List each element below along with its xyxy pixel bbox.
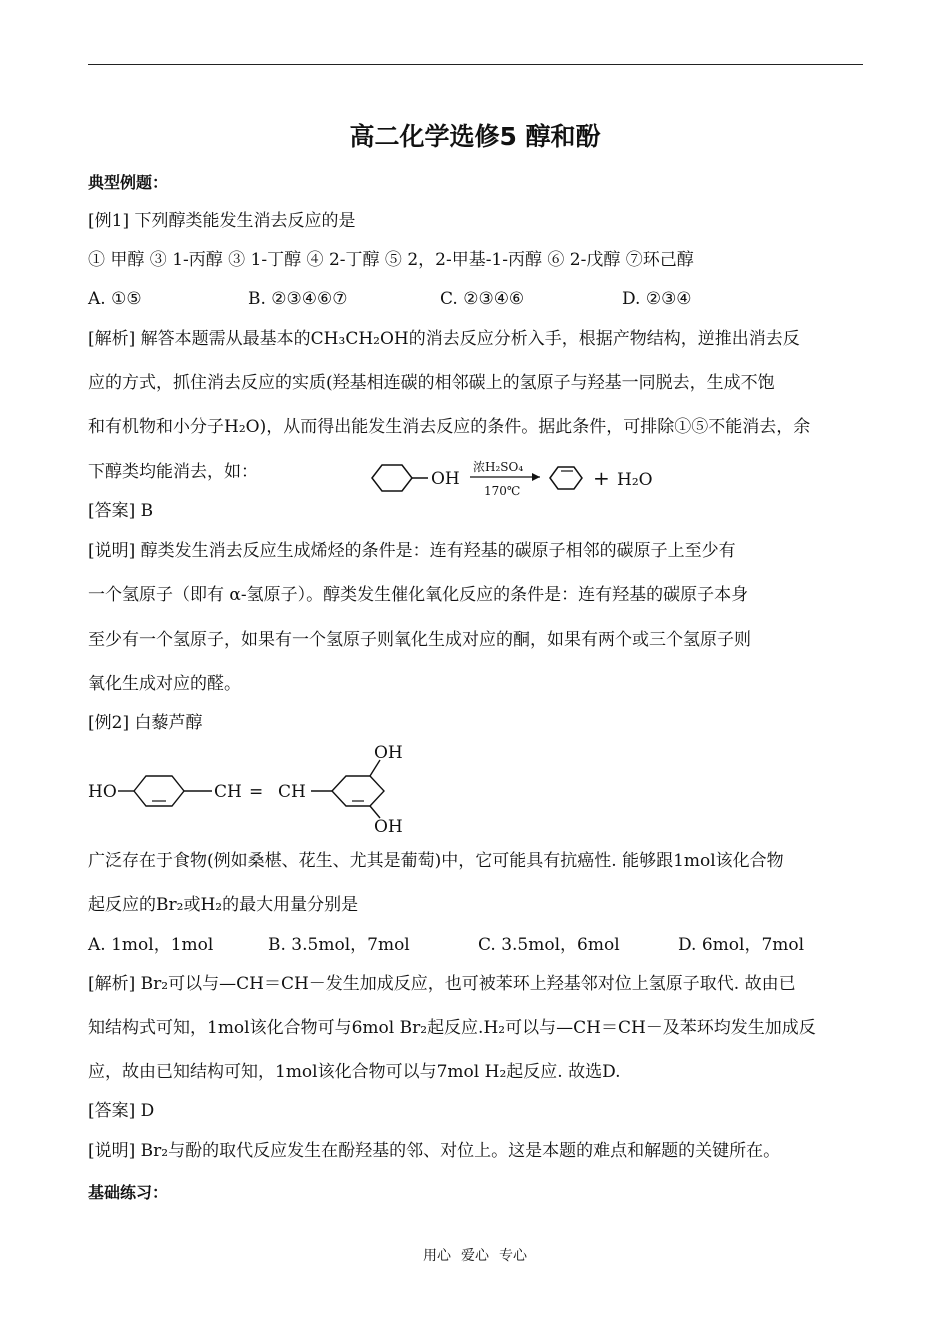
- formula-h2: H₂: [483, 1018, 506, 1038]
- analysis-text: )，从而得出能发生消去反应的条件。据此条件，可排除①⑤不能消去，余: [259, 417, 811, 437]
- text: [说明]: [88, 1141, 136, 1161]
- plus-sign: +: [593, 466, 610, 490]
- example2-answer: [答案] D: [88, 1101, 155, 1121]
- cyclohexane-ring: [372, 465, 412, 491]
- analysis-text: 和有机物和小分子: [88, 417, 224, 437]
- text: 或: [183, 895, 201, 915]
- example1-items: ① 甲醇 ③ 1-丙醇 ③ 1-丁醇 ④ 2-丁醇 ⑤ 2，2-甲基-1-丙醇 ⑥ 2-戊醇 ⑦环己醇: [88, 250, 694, 270]
- example2-question: [例2] 白藜芦醇: [88, 713, 203, 733]
- example1-option-b: B. ②③④⑥⑦: [248, 289, 348, 309]
- resveratrol-structure: [86, 740, 426, 840]
- text: 与酚的取代反应发生在酚羟基的邻、对位上。这是本题的难点和解题的关键所在。: [168, 1141, 781, 1161]
- analysis-text: [解析] 解答本题需从最基本的: [88, 329, 311, 349]
- condition-acid: 浓H₂SO₄: [473, 460, 524, 474]
- formula-ch3ch2oh: CH₃CH₂OH: [310, 329, 409, 349]
- water-label: H₂O: [617, 470, 653, 490]
- page-footer: [0, 1247, 950, 1265]
- formula-br2: Br₂: [140, 974, 169, 994]
- text: 可以与—CH＝CH－及苯环均发生加成反: [505, 1018, 816, 1038]
- example2-text-line2: [88, 894, 358, 916]
- condition-temperature: 170℃: [484, 484, 521, 498]
- example1-analysis-line4: 下醇类均能消去，如：: [88, 462, 258, 482]
- example1-option-d: D. ②③④: [622, 289, 692, 309]
- formula-h2: H₂: [200, 895, 223, 915]
- example2-note: [88, 1140, 780, 1162]
- footer-text: 爱心: [461, 1248, 489, 1264]
- example2-option-c: C. 3.5mol，6mol: [478, 935, 620, 955]
- section-heading-typical: 典型例题：: [88, 173, 169, 192]
- text: 可以与—CH＝CH－发生加成反应，也可被苯环上羟基邻对位上氢原子取代. 故由已: [168, 974, 796, 994]
- text: 应，故由已知结构可知，1mol该化合物可以与7mol: [88, 1062, 480, 1082]
- text: [解析]: [88, 974, 136, 994]
- example1-note-line2: 一个氢原子（即有 α-氢原子）。醇类发生催化氧化反应的条件是：连有羟基的碳原子本身: [88, 585, 749, 605]
- formula-h2o: H₂O: [224, 417, 260, 437]
- text: 的最大用量分别是: [222, 895, 359, 915]
- example1-analysis-line2: 应的方式，抓住消去反应的实质(羟基相连碳的相邻碳上的氢原子与羟基一同脱去，生成不饱: [88, 373, 775, 393]
- analysis-text: 的消去反应分析入手，根据产物结构，逆推出消去反: [408, 329, 800, 349]
- example1-analysis-line3: [88, 416, 810, 438]
- example2-option-a: A. 1mol，1mol: [88, 935, 214, 955]
- formula-br2: Br₂: [399, 1018, 428, 1038]
- example2-option-b: B. 3.5mol，7mol: [268, 935, 410, 955]
- example2-analysis-line2: [88, 1017, 816, 1039]
- top-hydroxyl-label: OH: [374, 743, 403, 763]
- text: 起反应的: [88, 895, 156, 915]
- example1-note-line4: 氧化生成对应的醛。: [88, 674, 241, 694]
- example1-analysis-line1: [88, 328, 800, 350]
- hydroxyl-label: OH: [431, 469, 460, 489]
- cyclohexene-ring: [550, 467, 582, 489]
- bridge-ch-right: CH: [278, 782, 306, 802]
- example2-analysis-line3: [88, 1061, 621, 1083]
- cyclohexanol-dehydration-reaction: [360, 452, 670, 502]
- footer-text: 专心: [499, 1248, 527, 1264]
- example1-option-c: C. ②③④⑥: [440, 289, 525, 309]
- bottom-hydroxyl-label: OH: [374, 817, 403, 837]
- left-hydroxyl-label: HO: [88, 782, 117, 802]
- header-rule: [88, 64, 863, 65]
- example1-option-a: A. ①⑤: [88, 289, 142, 309]
- example1-note-line1: [说明] 醇类发生消去反应生成烯烃的条件是：连有羟基的碳原子相邻的碳原子上至少有: [88, 541, 736, 561]
- footer-text: 用心: [423, 1248, 451, 1264]
- text: 起反应.: [427, 1018, 484, 1038]
- section-heading-basic: 基础练习：: [88, 1183, 169, 1202]
- example2-text-line1: 广泛存在于食物(例如桑椹、花生、尤其是葡萄)中，它可能具有抗癌性. 能够跟1mol该化合物: [88, 851, 784, 871]
- page-title: 高二化学选修5 醇和酚: [349, 122, 601, 151]
- text: 知结构式可知，1mol该化合物可与6mol: [88, 1018, 395, 1038]
- example1-question: [例1] 下列醇类能发生消去反应的是: [88, 211, 356, 231]
- formula-br2: Br₂: [156, 895, 184, 915]
- formula-br2: Br₂: [140, 1141, 169, 1161]
- example2-analysis-line1: [88, 973, 796, 995]
- example1-note-line3: 至少有一个氢原子，如果有一个氢原子则氧化生成对应的酮，如果有两个或三个氢原子则: [88, 630, 751, 650]
- example2-option-d: D. 6mol，7mol: [678, 935, 805, 955]
- text: 起反应. 故选D.: [506, 1062, 621, 1082]
- bridge-double-bond: =: [249, 782, 264, 802]
- example1-answer: [答案] B: [88, 501, 154, 521]
- formula-h2: H₂: [484, 1062, 507, 1082]
- bridge-ch-left: CH: [214, 782, 242, 802]
